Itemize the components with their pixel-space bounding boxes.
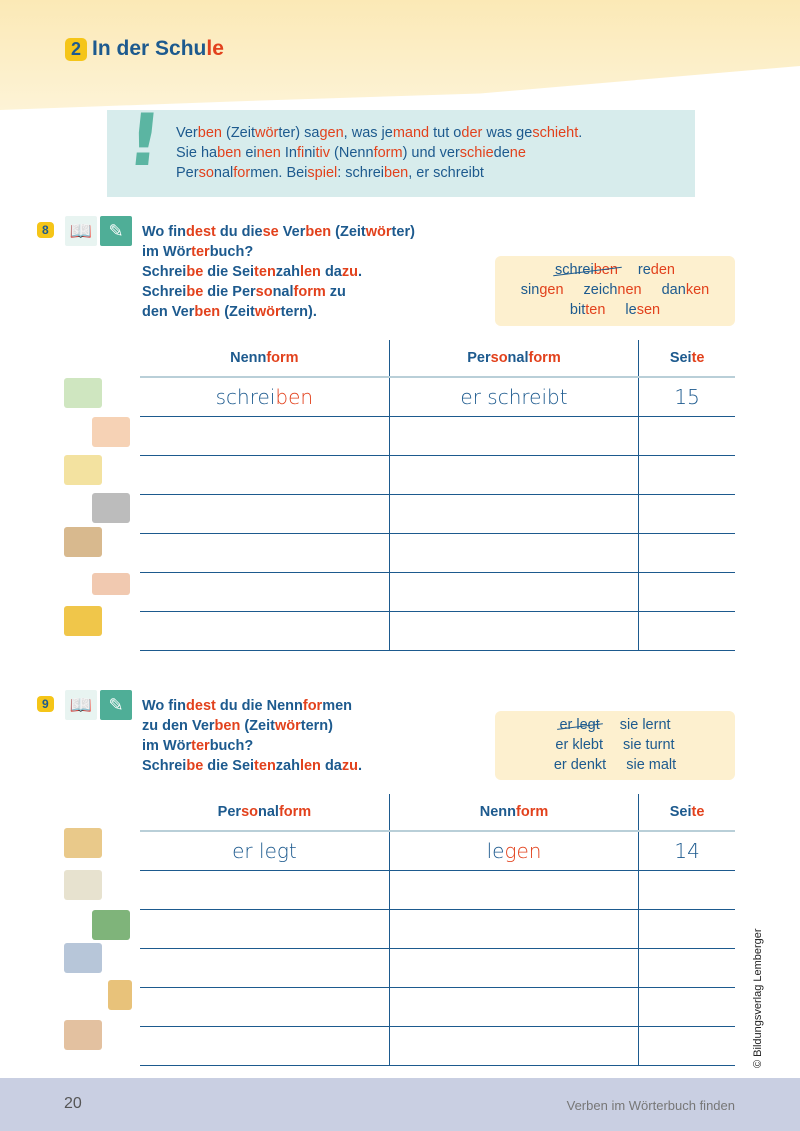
text-segment: zeich [583, 282, 618, 298]
text-segment: Schrei [142, 284, 187, 300]
text-segment: nen [256, 145, 281, 161]
pencil-icon: ✎ [100, 690, 132, 720]
text-segment: zu [325, 284, 346, 300]
answer-cell[interactable] [140, 871, 389, 910]
text-segment: zu [341, 264, 358, 280]
word-row [495, 260, 735, 280]
info-box [107, 110, 695, 197]
text-segment: bit [569, 302, 586, 318]
text-segment: len [299, 264, 321, 280]
text-segment: ter) sa [278, 125, 320, 141]
text-segment: for [233, 165, 251, 181]
word-row [495, 280, 735, 300]
chapter-number: 2 [65, 38, 87, 61]
text-segment: (Zeit [220, 304, 255, 320]
answer-cell[interactable] [140, 456, 389, 495]
word-item: er legt [559, 717, 600, 733]
text-segment: men. Bei [250, 165, 308, 181]
answer-cell[interactable] [389, 612, 639, 651]
question-line [142, 302, 415, 322]
text-segment: ben [275, 385, 314, 409]
question-line [142, 242, 415, 262]
table-row [140, 612, 735, 651]
answer-cell[interactable] [389, 1027, 638, 1066]
answer-cell[interactable] [140, 417, 389, 456]
text-segment: be [186, 264, 204, 280]
column-header [140, 794, 389, 831]
answer-cell[interactable] [389, 495, 639, 534]
text-segment: zah [275, 264, 300, 280]
word-row [495, 715, 735, 735]
text-segment: form [516, 804, 549, 820]
task-number: 9 [37, 696, 54, 712]
text-segment: im Wör [142, 738, 192, 754]
answer-cell[interactable] [140, 910, 389, 949]
answer-cell[interactable] [140, 612, 389, 651]
table-row [140, 573, 735, 612]
column-header [639, 340, 735, 377]
example-cell [639, 831, 735, 871]
text-segment: so [241, 804, 258, 820]
text-segment: se [262, 224, 279, 240]
example-cell [140, 831, 389, 871]
text-segment: len [299, 758, 321, 774]
text-segment: Ver [176, 125, 198, 141]
picture-talking [92, 417, 130, 447]
text-segment: ben [197, 125, 222, 141]
text-segment: du die [215, 224, 263, 240]
text-segment: ben [214, 718, 241, 734]
text-segment: be [186, 758, 204, 774]
text-segment: for [302, 698, 323, 714]
picture-gymnastics [64, 943, 102, 973]
text-segment: den Ver [142, 304, 195, 320]
answer-cell[interactable] [140, 495, 389, 534]
text-segment: form [373, 145, 403, 161]
answer-cell[interactable] [389, 949, 638, 988]
text-segment: form [278, 804, 312, 820]
text-segment: er legt [232, 839, 297, 863]
text-segment: (Nenn [330, 145, 374, 161]
table-row [140, 495, 735, 534]
column-header [639, 794, 735, 831]
text-segment: . [578, 125, 583, 141]
text-segment: tern). [280, 304, 317, 320]
example-cell [389, 831, 638, 871]
text-segment: ben [194, 304, 221, 320]
text-segment: 15 [674, 385, 700, 409]
word-item: sie turnt [622, 737, 675, 753]
answer-cell[interactable] [389, 534, 639, 573]
answer-cell[interactable] [639, 573, 735, 612]
text-segment: , was je [343, 125, 393, 141]
answer-cell[interactable] [389, 988, 638, 1027]
text-segment: gen [539, 282, 564, 298]
answer-cell[interactable] [389, 456, 639, 495]
text-segment: ter [191, 244, 210, 260]
picture-thinking [108, 980, 132, 1010]
text-segment: Ver [278, 224, 306, 240]
text-segment: zu den Ver [142, 718, 215, 734]
question-line [142, 736, 362, 756]
text-segment: da [320, 758, 342, 774]
text-segment: te [691, 804, 705, 820]
picture-singing [64, 455, 102, 485]
text-segment: de [493, 145, 510, 161]
table-row [140, 988, 735, 1027]
text-segment: , er schreibt [408, 165, 484, 181]
word-item [662, 282, 710, 298]
text-segment: In [280, 145, 297, 161]
word-row [495, 300, 735, 320]
text-segment: Sei [669, 350, 692, 366]
example-cell [639, 377, 735, 417]
text-segment: ben [593, 262, 618, 278]
text-segment: so [255, 284, 273, 300]
text-segment: ne [509, 145, 526, 161]
text-segment: Schrei [142, 758, 187, 774]
example-row [140, 831, 735, 871]
verb-table-9 [140, 794, 735, 1066]
text-segment: gen [504, 839, 542, 863]
text-segment: dan [661, 282, 686, 298]
picture-learning [64, 870, 102, 900]
answer-cell[interactable] [140, 1027, 389, 1066]
word-item: er klebt [555, 737, 603, 753]
text-segment: schie [459, 145, 494, 161]
text-segment: form [528, 350, 561, 366]
answer-cell[interactable] [140, 988, 389, 1027]
text-segment: 14 [674, 839, 700, 863]
header-row [140, 794, 735, 831]
word-item [555, 262, 618, 278]
picture-thanking [64, 527, 102, 557]
question-line [142, 222, 415, 242]
table-row [140, 910, 735, 949]
text-segment: schieht [532, 125, 579, 141]
word-item [570, 302, 606, 318]
text-segment: wör [365, 224, 392, 240]
answer-cell[interactable] [389, 573, 639, 612]
question-line [142, 716, 362, 736]
table-row [140, 1027, 735, 1066]
text-segment: tut o [429, 125, 462, 141]
picture-reading [64, 606, 102, 636]
text-segment: den [650, 262, 675, 278]
picture-asking [92, 573, 130, 595]
text-segment: (Zeit [221, 125, 255, 141]
text-segment: schrei [215, 385, 276, 409]
text-segment: be [186, 284, 204, 300]
book-icon: 📖 [65, 690, 97, 720]
text-segment: schrei [555, 262, 594, 278]
text-segment: Sei [669, 804, 692, 820]
text-segment: nal [213, 165, 234, 181]
table-row [140, 417, 735, 456]
text-segment: Wo fin [142, 698, 187, 714]
text-segment: Schrei [142, 264, 187, 280]
text-segment: nen [617, 282, 642, 298]
word-box [495, 711, 735, 780]
text-segment: die Sei [203, 264, 255, 280]
text-segment: ten [254, 264, 276, 280]
text-segment: Nenn [230, 350, 267, 366]
answer-cell[interactable] [389, 417, 639, 456]
text-segment: . [357, 264, 363, 280]
header-row [140, 340, 735, 377]
word-item [521, 282, 564, 298]
text-segment: da [320, 264, 342, 280]
table-row [140, 871, 735, 910]
table-row [140, 949, 735, 988]
text-segment: Per [467, 350, 491, 366]
word-box [495, 256, 735, 326]
book-icon: 📖 [65, 216, 97, 246]
text-segment: spiel [307, 165, 338, 181]
example-row [140, 377, 735, 417]
text-segment: sen [636, 302, 661, 318]
word-row [495, 735, 735, 755]
column-header [140, 340, 389, 377]
text-segment: die Sei [203, 758, 255, 774]
text-segment: nal [257, 804, 279, 820]
exclamation-icon: ! [123, 98, 166, 182]
text-segment: form [293, 284, 326, 300]
text-segment: zah [275, 758, 300, 774]
picture-painting [64, 1020, 102, 1050]
text-segment: (Zeit [240, 718, 275, 734]
answer-cell[interactable] [140, 534, 389, 573]
text-segment: wör [274, 718, 301, 734]
text-segment: du die Nenn [215, 698, 303, 714]
task-question [142, 696, 362, 776]
text-segment: dest [186, 224, 216, 240]
info-line [176, 143, 582, 163]
picture-gluing [92, 910, 130, 940]
text-segment: der [461, 125, 483, 141]
copyright: © Bildungsverlag Lemberger [752, 928, 764, 1068]
table-row [140, 456, 735, 495]
word-item: sie lernt [619, 717, 671, 733]
task-question [142, 222, 415, 322]
text-segment: dest [186, 698, 216, 714]
text-segment: ten [254, 758, 276, 774]
answer-cell[interactable] [389, 871, 638, 910]
word-item: er denkt [553, 757, 607, 773]
column-header [389, 794, 638, 831]
text-segment: tern) [300, 718, 333, 734]
info-line [176, 163, 582, 183]
text-segment: ter [191, 738, 210, 754]
question-line [142, 696, 362, 716]
text-segment: ni [304, 145, 316, 161]
text-segment: so [198, 165, 214, 181]
info-line [176, 123, 582, 143]
text-segment: die Per [203, 284, 256, 300]
answer-cell[interactable] [639, 534, 735, 573]
example-cell [389, 377, 639, 417]
text-segment: . [357, 758, 363, 774]
question-line [142, 262, 415, 282]
page-number: 20 [64, 1095, 82, 1112]
word-row [495, 755, 735, 775]
table-row [140, 534, 735, 573]
text-segment: ten [585, 302, 606, 318]
word-item [625, 302, 660, 318]
text-segment: (Zeit [331, 224, 366, 240]
answer-cell[interactable] [639, 417, 735, 456]
example-cell [140, 377, 389, 417]
answer-cell[interactable] [639, 612, 735, 651]
picture-drawing [92, 493, 130, 523]
text-segment: mand [392, 125, 430, 141]
text-segment: Sie ha [176, 145, 218, 161]
answer-cell[interactable] [639, 949, 735, 988]
text-segment: : schrei [337, 165, 384, 181]
text-segment: Nenn [479, 804, 517, 820]
text-segment: nal [272, 284, 294, 300]
pencil-icon: ✎ [100, 216, 132, 246]
footer [0, 1078, 800, 1131]
question-line [142, 282, 415, 302]
answer-cell[interactable] [639, 1027, 735, 1066]
word-item: sie malt [626, 757, 677, 773]
text-segment: Wo fin [142, 224, 187, 240]
picture-writing [64, 378, 102, 408]
answer-cell[interactable] [639, 910, 735, 949]
text-segment: le [625, 302, 637, 318]
footer-title: Verben im Wörterbuch finden [566, 1098, 735, 1113]
page-title [65, 37, 224, 61]
text-segment: sin [520, 282, 540, 298]
text-segment: ei [241, 145, 257, 161]
word-item [638, 262, 675, 278]
text-segment: was ge [482, 125, 533, 141]
answer-cell[interactable] [389, 910, 638, 949]
text-segment: ben [305, 224, 332, 240]
text-segment: le [486, 839, 505, 863]
text-segment: so [490, 350, 508, 366]
question-line [142, 756, 362, 776]
answer-cell[interactable] [140, 573, 389, 612]
picture-laying [64, 828, 102, 858]
text-segment: fi [296, 145, 305, 161]
text-segment: buch? [209, 244, 254, 260]
text-segment: tiv [315, 145, 331, 161]
text-segment: nal [507, 350, 529, 366]
text-segment: im Wör [142, 244, 192, 260]
text-segment: ben [384, 165, 409, 181]
column-header [389, 340, 639, 377]
text-segment: buch? [209, 738, 254, 754]
answer-cell[interactable] [639, 871, 735, 910]
answer-cell[interactable] [639, 456, 735, 495]
text-segment: form [266, 350, 299, 366]
text-segment: In der Schu [92, 37, 207, 60]
answer-cell[interactable] [639, 495, 735, 534]
text-segment: ter) [391, 224, 415, 240]
verb-table-8 [140, 340, 735, 651]
text-segment: wör [254, 304, 281, 320]
word-item [584, 282, 642, 298]
answer-cell[interactable] [140, 949, 389, 988]
text-segment: Per [176, 165, 199, 181]
text-segment: er schreibt [460, 385, 568, 409]
text-segment: ) und ver [402, 145, 460, 161]
text-segment: re [637, 262, 651, 278]
text-segment: ben [217, 145, 242, 161]
text-segment: wör [255, 125, 279, 141]
text-segment: ken [685, 282, 710, 298]
text-segment: le [206, 37, 224, 60]
text-segment: Per [217, 804, 242, 820]
answer-cell[interactable] [639, 988, 735, 1027]
text-segment: gen [319, 125, 344, 141]
title-text [92, 37, 224, 60]
text-segment: men [322, 698, 353, 714]
text-segment: te [691, 350, 705, 366]
text-segment: zu [341, 758, 358, 774]
task-number: 8 [37, 222, 54, 238]
